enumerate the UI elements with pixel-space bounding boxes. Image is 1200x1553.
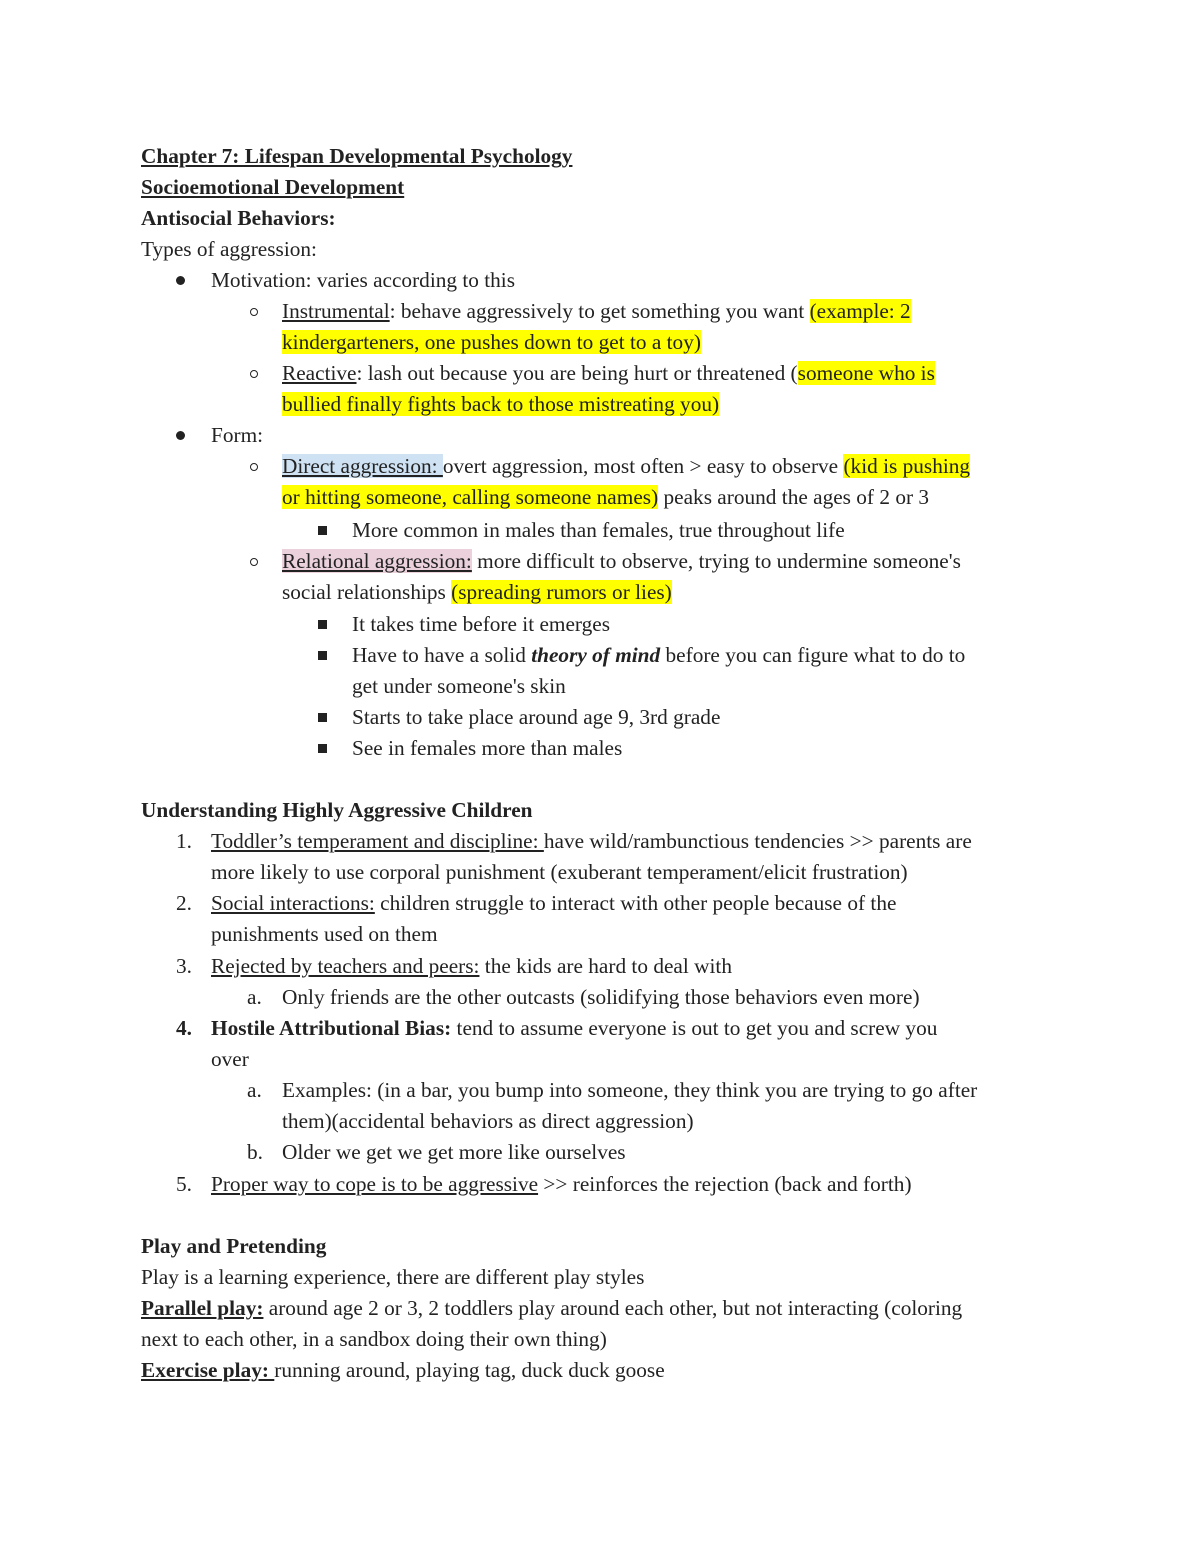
list-number: 3.: [176, 954, 192, 978]
item-term: Toddler’s temperament and discipline:: [211, 829, 544, 853]
direct-example-cont: or hitting someone, calling someone names): [282, 485, 659, 509]
list-letter: a.: [247, 985, 262, 1009]
play-heading: Play and Pretending: [141, 1234, 327, 1258]
motivation-item: Motivation: varies according to this: [211, 268, 516, 292]
item-term: Proper way to cope is to be aggressive: [211, 1172, 539, 1196]
disc-bullet: [176, 276, 185, 285]
instrumental-term: Instrumental: [282, 299, 390, 323]
aggressive-subitem-cont: them)(accidental behaviors as direct aggression): [282, 1109, 694, 1133]
aggressive-subitem: Only friends are the other outcasts (solidifying those behaviors even more): [282, 985, 920, 1009]
aggression-intro: Types of aggression:: [141, 237, 317, 261]
circle-bullet: [250, 370, 258, 378]
aggressive-item-1: [211, 827, 972, 855]
square-bullet: [318, 620, 327, 629]
reactive-term: Reactive: [282, 361, 357, 385]
instrumental-text: : behave aggressively to get something you want: [389, 299, 810, 323]
parallel-play-cont: next to each other, in a sandbox doing their own thing): [141, 1327, 607, 1351]
form-item: Form:: [211, 423, 264, 447]
reactive-item: [282, 359, 935, 387]
aggressive-item-2-cont: punishments used on them: [211, 922, 438, 946]
aggressive-heading: Understanding Highly Aggressive Children: [141, 798, 533, 822]
aggressive-item-5: [211, 1170, 912, 1198]
item-text: >> reinforces the rejection (back and forth): [538, 1172, 912, 1196]
relational-text-cont: social relationships: [282, 580, 452, 604]
section-title: Socioemotional Development: [141, 175, 405, 199]
reactive-text: : lash out because you are being hurt or threatened (: [356, 361, 798, 385]
item-term: Hostile Attributional Bias:: [211, 1016, 452, 1040]
theory-text-a: Have to have a solid: [352, 643, 532, 667]
direct-after: peaks around the ages of 2 or 3: [658, 485, 930, 509]
aggressive-item-4: [211, 1014, 937, 1042]
reactive-item-cont: [282, 390, 719, 418]
item-term: Social interactions:: [211, 891, 375, 915]
list-number: 2.: [176, 891, 192, 915]
aggressive-item-4-cont: over: [211, 1047, 249, 1071]
relational-subitem-cont: get under someone's skin: [352, 674, 566, 698]
item-text: children struggle to interact with other people because of the: [374, 891, 897, 915]
circle-bullet: [250, 558, 258, 566]
exercise-play-term: Exercise play:: [141, 1358, 275, 1382]
item-term: Rejected by teachers and peers:: [211, 954, 480, 978]
instrumental-item-cont: [282, 328, 701, 356]
list-letter: b.: [247, 1140, 263, 1164]
list-letter: a.: [247, 1078, 262, 1102]
square-bullet: [318, 526, 327, 535]
list-number: 1.: [176, 829, 192, 853]
reactive-example-cont: bullied finally fights back to those mistreating you): [282, 392, 720, 416]
parallel-play-text: around age 2 or 3, 2 toddlers play around each other, but not interacting (coloring: [263, 1296, 963, 1320]
relational-text: more difficult to observe, trying to undermine someone's: [471, 549, 961, 573]
theory-of-mind-term: theory of mind: [531, 643, 661, 667]
circle-bullet: [250, 308, 258, 316]
relational-subitem: See in females more than males: [352, 736, 623, 760]
parallel-play: [141, 1294, 962, 1322]
aggressive-item-1-cont: more likely to use corporal punishment (exuberant temperament/elicit frustration): [211, 860, 908, 884]
aggressive-item-3: [211, 952, 732, 980]
reactive-example: someone who is: [797, 361, 935, 385]
aggressive-item-2: [211, 889, 896, 917]
relational-subitem: Starts to take place around age 9, 3rd grade: [352, 705, 721, 729]
relational-example: (spreading rumors or lies): [451, 580, 672, 604]
item-text: have wild/rambunctious tendencies >> parents are: [543, 829, 972, 853]
instrumental-example-cont: kindergarteners, one pushes down to get to a toy): [282, 330, 701, 354]
parallel-play-term: Parallel play:: [141, 1296, 264, 1320]
direct-term: Direct aggression:: [282, 454, 443, 478]
disc-bullet: [176, 431, 185, 440]
aggressive-subitem: Examples: (in a bar, you bump into someone, they think you are trying to go after: [282, 1078, 978, 1102]
direct-text: overt aggression, most often > easy to observe: [442, 454, 844, 478]
item-text: tend to assume everyone is out to get you and screw you: [451, 1016, 938, 1040]
item-text: the kids are hard to deal with: [479, 954, 732, 978]
square-bullet: [318, 713, 327, 722]
exercise-play-text: running around, playing tag, duck duck goose: [274, 1358, 665, 1382]
relational-item-cont: [282, 578, 672, 606]
list-number: 5.: [176, 1172, 192, 1196]
square-bullet: [318, 744, 327, 753]
play-intro: Play is a learning experience, there are different play styles: [141, 1265, 645, 1289]
relational-item: [282, 547, 961, 575]
direct-example: (kid is pushing: [843, 454, 971, 478]
relational-subitem: [352, 641, 965, 669]
direct-item-cont: [282, 483, 929, 511]
page-title: Chapter 7: Lifespan Developmental Psychology: [141, 144, 573, 168]
instrumental-item: [282, 297, 911, 325]
antisocial-heading: Antisocial Behaviors:: [141, 206, 336, 230]
relational-term: Relational aggression:: [282, 549, 472, 573]
square-bullet: [318, 651, 327, 660]
direct-subitem: More common in males than females, true throughout life: [352, 518, 845, 542]
list-number: 4.: [176, 1016, 192, 1040]
circle-bullet: [250, 463, 258, 471]
relational-subitem: It takes time before it emerges: [352, 612, 611, 636]
instrumental-example: (example: 2: [809, 299, 911, 323]
aggressive-subitem: Older we get we get more like ourselves: [282, 1140, 626, 1164]
theory-text-b: before you can figure what to do to: [660, 643, 966, 667]
exercise-play: [141, 1356, 665, 1384]
direct-item: [282, 452, 970, 480]
